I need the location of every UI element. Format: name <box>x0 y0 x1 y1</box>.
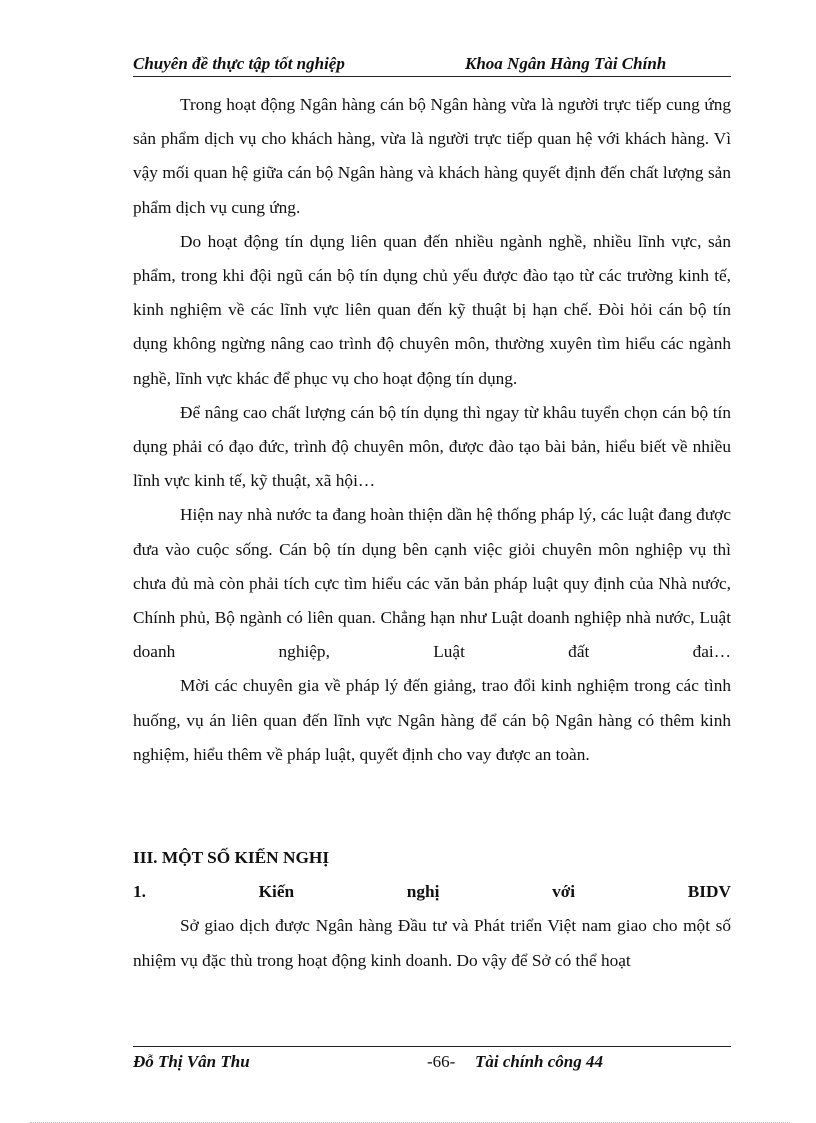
footer-course: Tài chính công 44 <box>475 1052 603 1071</box>
subsection-word-3: với <box>552 882 576 902</box>
section-spacer <box>133 772 731 841</box>
paragraph-5: Mời các chuyên gia về pháp lý đến giảng, trao đổi kinh nghiệm trong các tình huống, vụ án liên quan đến lĩnh vực Ngân hàng để cán bộ Ngân hàng có thêm kinh nghiệm, hiểu thêm về pháp luật, quyết định cho vay được an toàn. <box>133 676 731 764</box>
page-number: -66- <box>427 1052 456 1071</box>
section-heading: III. MỘT SỐ KIẾN NGHỊ <box>133 848 330 868</box>
page-footer <box>133 1046 731 1075</box>
document-body <box>133 88 731 978</box>
page-header <box>133 52 731 77</box>
paragraph-2: Do hoạt động tín dụng liên quan đến nhiều ngành nghề, nhiều lĩnh vực, sản phẩm, trong khi đội ngũ cán bộ tín dụng chủ yếu được đào tạo từ các trường kinh tế, kinh nghiệm về các lĩnh vực liên quan đến kỹ thuật bị hạn chế. Đòi hỏi cán bộ tín dụng không ngừng nâng cao trình độ chuyên môn, thường xuyên tìm hiểu các ngành nghề, lĩnh vực khác để phục vụ cho hoạt động tín dụng. <box>133 231 731 388</box>
header-document-title: Chuyên đề thực tập tốt nghiệp <box>133 54 345 73</box>
header-faculty: Khoa Ngân Hàng Tài Chính <box>465 54 667 73</box>
subsection-word-2: nghị <box>406 882 440 902</box>
subsection-word-4: BIDV <box>687 882 731 902</box>
subsection-heading <box>133 875 731 909</box>
closing-paragraph: Sở giao dịch được Ngân hàng Đầu tư và Phát triển Việt nam giao cho một số nhiệm vụ đặc thù trong hoạt động kinh doanh. Do vậy để Sở có thể hoạt <box>133 916 731 970</box>
footer-author: Đỗ Thị Vân Thu <box>133 1052 250 1071</box>
paragraph-1: Trong hoạt động Ngân hàng cán bộ Ngân hàng vừa là người trực tiếp cung ứng sản phẩm dịch vụ cho khách hàng, vừa là người trực tiếp quan hệ với khách hàng. Vì vậy mối quan hệ giữa cán bộ Ngân hàng và khách hàng quyết định đến chất lượng sản phẩm dịch vụ cung ứng. <box>133 95 731 217</box>
paragraph-4: Hiện nay nhà nước ta đang hoàn thiện dần hệ thống pháp lý, các luật đang được đưa vào cuộc sống. Cán bộ tín dụng bên cạnh việc giỏi chuyên môn nghiệp vụ thì chưa đủ mà còn phải tích cực tìm hiểu các văn bản pháp luật quy định của Nhà nước, Chính phủ, Bộ ngành có liên quan. Chẳng hạn như Luật doanh nghiệp nhà nước, Luật doanh nghiệp, Luật đất đai… <box>133 505 731 662</box>
subsection-word-1: Kiến <box>258 882 295 902</box>
paragraph-3: Để nâng cao chất lượng cán bộ tín dụng thì ngay từ khâu tuyển chọn cán bộ tín dụng phải có đạo đức, trình độ chuyên môn, được đào tạo bài bản, hiểu biết về nhiều lĩnh vực kinh tế, kỹ thuật, xã hội… <box>133 402 731 491</box>
subsection-number: 1. <box>133 882 146 902</box>
